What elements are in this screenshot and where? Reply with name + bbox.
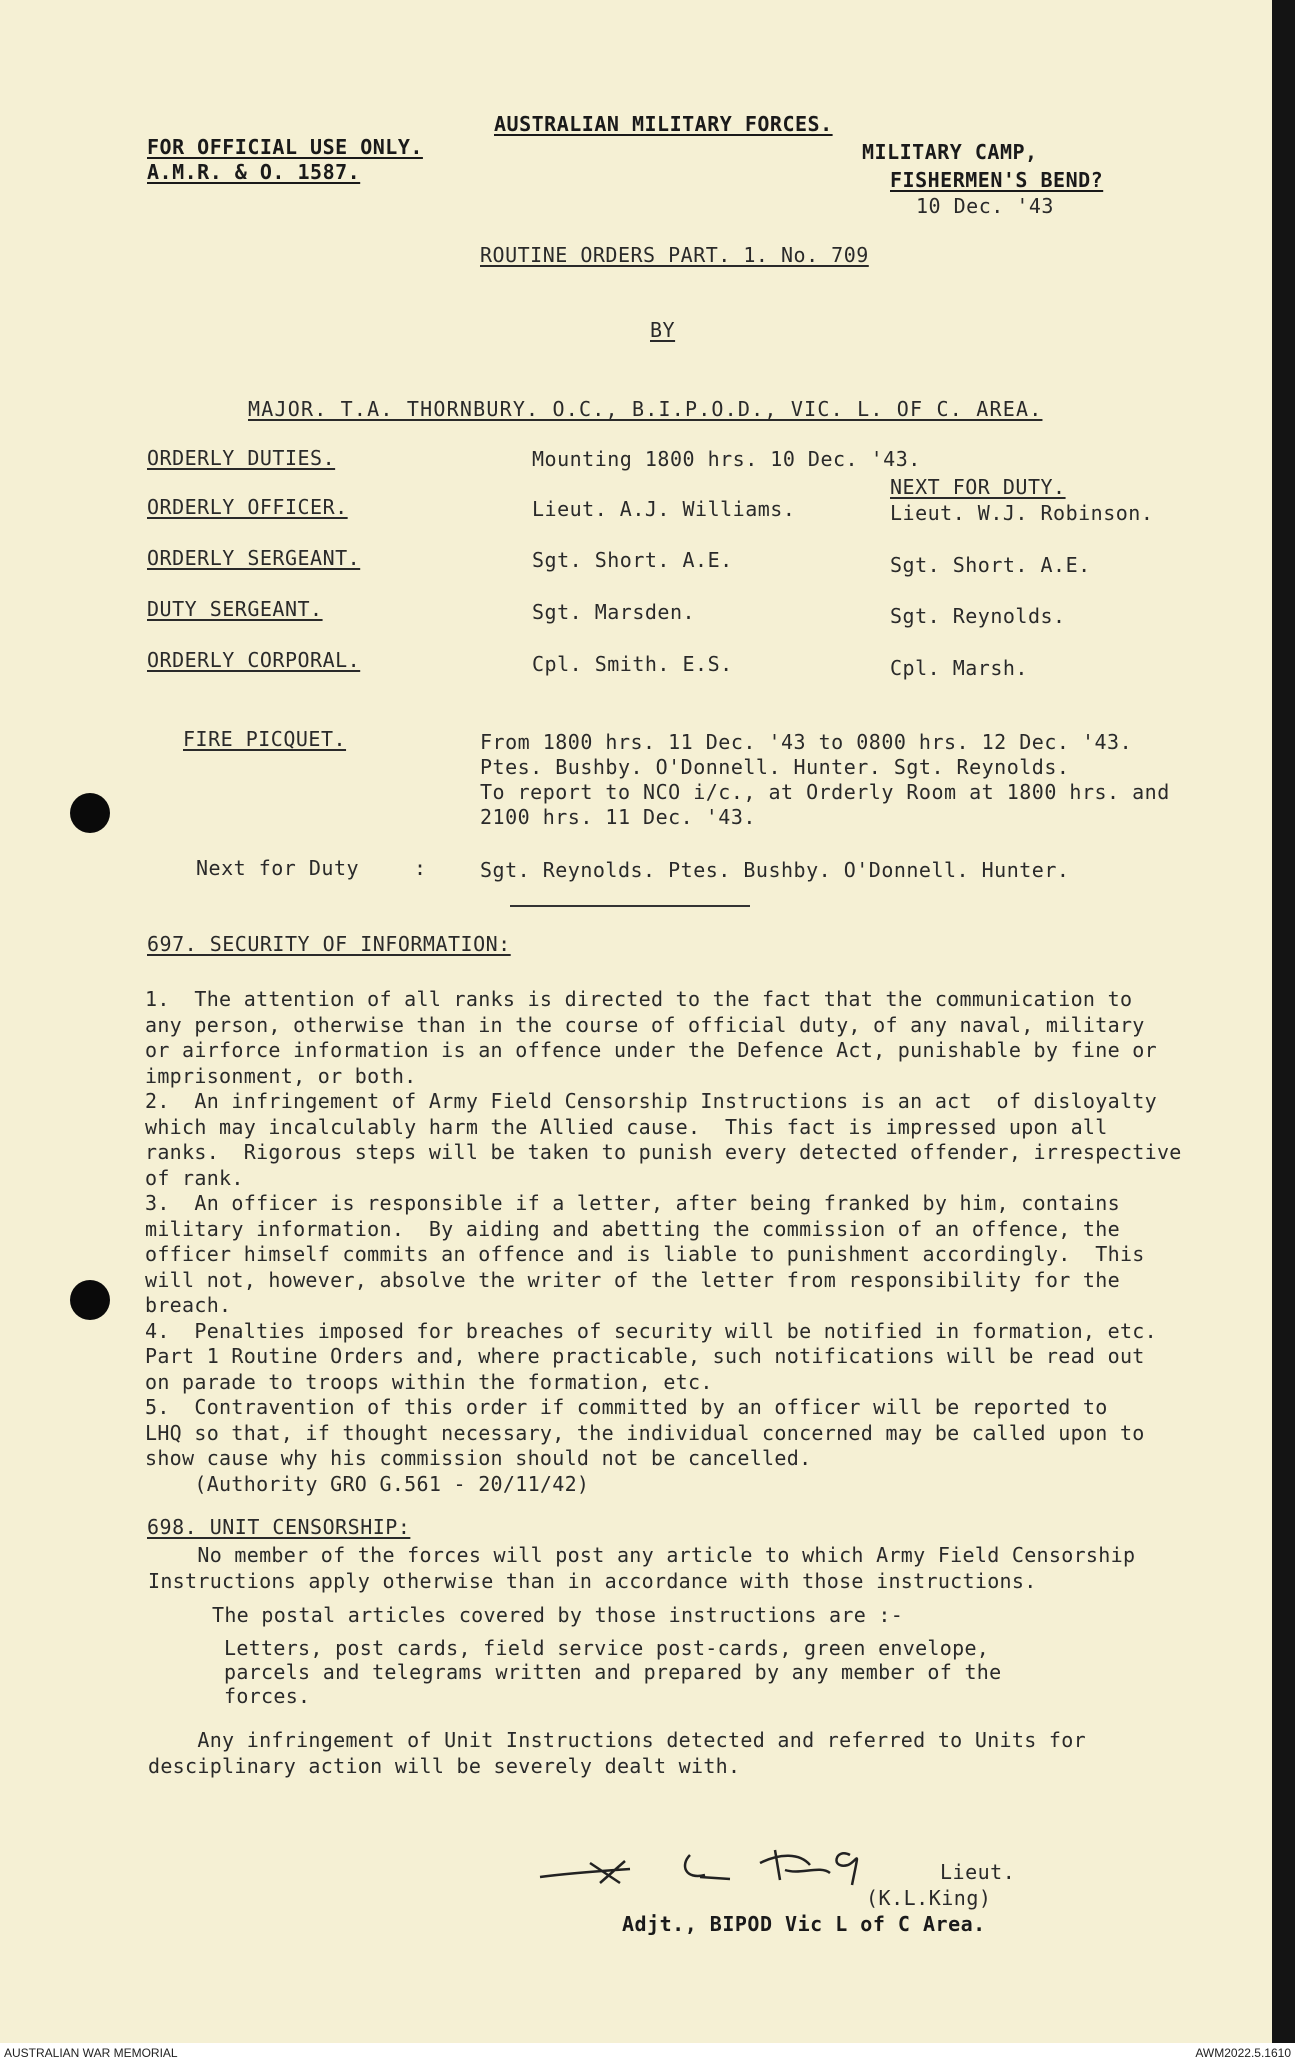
location-line1: MILITARY CAMP, xyxy=(862,140,1038,164)
next-for-duty-value: Sgt. Reynolds. Ptes. Bushby. O'Donnell. Hunter. xyxy=(480,858,1070,882)
orders-title: ROUTINE ORDERS PART. 1. No. 709 xyxy=(480,243,869,267)
order-698-body: The postal articles covered by those instructions are :- xyxy=(212,1603,904,1627)
by-label: BY xyxy=(650,318,676,342)
reference-number: A.M.R. & O. 1587. xyxy=(147,160,361,184)
next-for-duty-separator: : xyxy=(414,856,427,880)
order-697-body: 1. The attention of all ranks is directed to the fact that the communication to any person, otherwise than in the course of official duty, of any naval, military or airforce information is an offence under the Defence Act, punishable by fine or imprisonment, or both. 2. An infringement of Army Field Censorship Instructions is an act of disloyalty which may incalculably harm the Allied cause. This fact is impressed upon all ranks. Rigorous steps will be taken to punish every detected offender, irrespective of rank. 3. An officer is responsible if a letter, after being franked by him, contains military information. By aiding and abetting the commission of an offence, the officer himself commits an offence and is liable to punishment accordingly. This will not, however, absolve the writer of the letter from responsibility for the breach. 4. Penalties imposed for breaches of security will be notified in formation, etc. Part 1 Routine Orders and, where practicable, such notifications will be read out on parade to troops within the formation, etc. 5. Contravention of this order if committed by an officer will be reported to LHQ so that, if thought necessary, the individual concerned may be called upon to show cause why his commission should not be cancelled. (Authority GRO G.561 - 20/11/42) xyxy=(145,987,1182,1496)
punch-hole-lower xyxy=(70,1280,110,1320)
duty-next: Cpl. Marsh. xyxy=(890,656,1028,680)
mounting-time: Mounting 1800 hrs. 10 Dec. '43. xyxy=(532,447,921,471)
scan-border-right xyxy=(1272,0,1295,2061)
archive-reference: AWM2022.5.1610 xyxy=(1195,2046,1291,2060)
next-for-duty-header: NEXT FOR DUTY. xyxy=(890,475,1066,499)
classification: FOR OFFICIAL USE ONLY. xyxy=(147,135,423,159)
signatory-rank: Lieut. xyxy=(940,1860,1016,1884)
duty-current: Sgt. Short. A.E. xyxy=(532,548,733,572)
signatory-appointment: Adjt., BIPOD Vic L of C Area. xyxy=(622,1912,986,1936)
signatory-name: (K.L.King) xyxy=(866,1886,992,1910)
duty-next: Sgt. Reynolds. xyxy=(890,604,1066,628)
duty-role: ORDERLY SERGEANT. xyxy=(147,546,361,570)
order-698-body: No member of the forces will post any article to which Army Field Censorship Instructions apply otherwise than in accordance with those instructions. xyxy=(148,1543,1136,1593)
archive-credit: AUSTRALIAN WAR MEMORIAL xyxy=(4,2046,178,2060)
duty-role: ORDERLY CORPORAL. xyxy=(147,648,361,672)
duty-role: DUTY SERGEANT. xyxy=(147,597,323,621)
footer-bar xyxy=(0,2043,1295,2061)
duty-current: Cpl. Smith. E.S. xyxy=(532,652,733,676)
document-date: 10 Dec. '43 xyxy=(916,194,1054,218)
issuer-line: MAJOR. T.A. THORNBURY. O.C., B.I.P.O.D., VIC. L. OF C. AREA. xyxy=(248,397,1043,421)
order-698-body: Any infringement of Unit Instructions detected and referred to Units for desciplinary action will be severely dealt with. xyxy=(148,1728,1086,1778)
fire-picquet-line: 2100 hrs. 11 Dec. '43. xyxy=(480,805,756,829)
duty-role: ORDERLY OFFICER. xyxy=(147,495,348,519)
orderly-duties-label: ORDERLY DUTIES. xyxy=(147,446,336,470)
duty-current: Sgt. Marsden. xyxy=(532,600,696,624)
force-title: AUSTRALIAN MILITARY FORCES. xyxy=(494,112,833,136)
order-698-body: Letters, post cards, field service post-cards, green envelope, parcels and telegrams written and prepared by any member of the forces. xyxy=(224,1636,1002,1708)
order-697-heading: 697. SECURITY OF INFORMATION: xyxy=(147,932,511,956)
punch-hole-upper xyxy=(70,793,110,833)
fire-picquet-line: Ptes. Bushby. O'Donnell. Hunter. Sgt. Reynolds. xyxy=(480,755,1070,779)
handwritten-signature xyxy=(530,1835,890,1895)
duty-next: Sgt. Short. A.E. xyxy=(890,553,1091,577)
section-divider xyxy=(510,905,750,907)
fire-picquet-label: FIRE PICQUET. xyxy=(183,727,347,751)
fire-picquet-line: From 1800 hrs. 11 Dec. '43 to 0800 hrs. 12 Dec. '43. xyxy=(480,730,1133,754)
duty-next: Lieut. W.J. Robinson. xyxy=(890,501,1154,525)
fire-picquet-line: To report to NCO i/c., at Orderly Room at 1800 hrs. and xyxy=(480,780,1170,804)
location-line2: FISHERMEN'S BEND? xyxy=(890,168,1104,192)
next-for-duty-label: Next for Duty xyxy=(196,856,360,880)
order-698-heading: 698. UNIT CENSORSHIP: xyxy=(147,1515,411,1539)
duty-current: Lieut. A.J. Williams. xyxy=(532,497,796,521)
